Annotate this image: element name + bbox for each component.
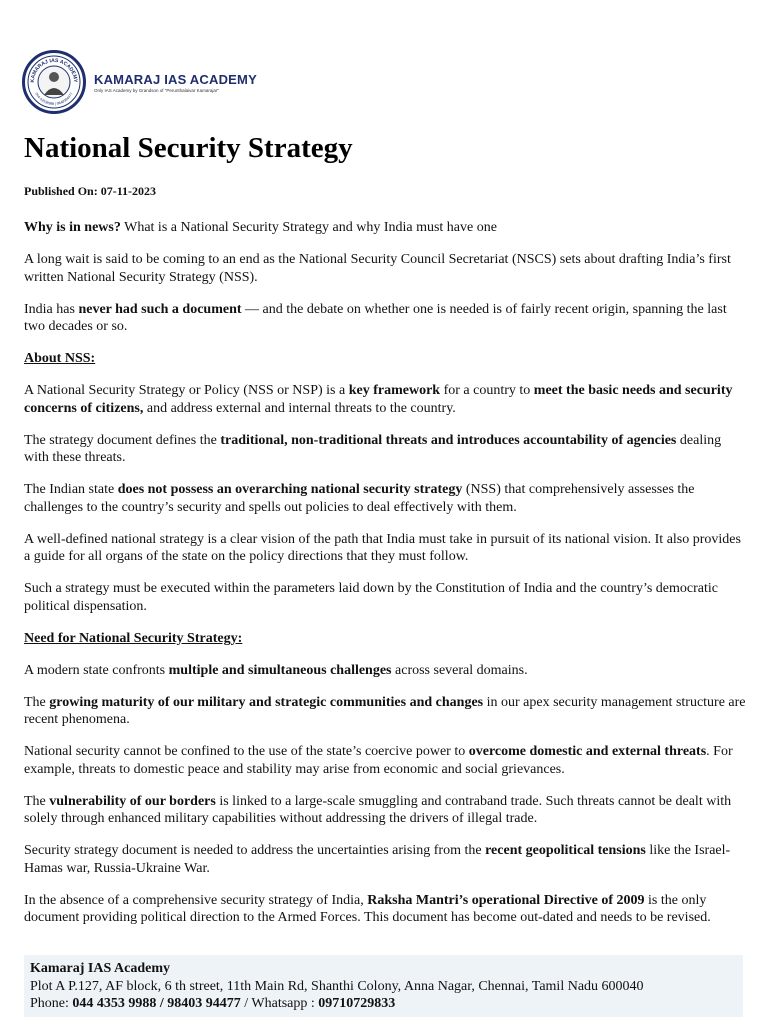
phone-label: Phone: — [30, 996, 73, 1011]
bold-run: overcome domestic and external threats — [468, 744, 707, 759]
text-run: India has — [24, 301, 79, 317]
need-paragraph-3 — [24, 743, 746, 778]
need-paragraph-1 — [24, 662, 746, 680]
bold-run: does not possess an overarching national security strategy — [117, 482, 463, 497]
text-run: across several domains. — [391, 662, 528, 678]
text-run: — and the debate on whether one is needed is of fairly recent origin, spanning the last two decades or so. — [24, 301, 727, 334]
brand-name: KAMARAJ IAS ACADEMY — [94, 71, 257, 87]
about-paragraph-4: A well-defined national strategy is a clear vision of the path that India must take in pursuit of its national vision. It also provides a guide for all organs of the state on the policy directions that they must follow. — [24, 531, 741, 564]
intro-paragraph-1: A long wait is said to be coming to an end as the National Security Council Secretariat (NSCS) sets about drafting India’s first written National Security Strategy (NSS). — [24, 252, 731, 285]
text-run: dealing with these threats. — [24, 432, 722, 465]
news-text: What is a National Security Strategy and why India must have one — [120, 220, 497, 235]
brand-tagline: Only IAS Academy by Grandson of "Perunthalaivar Kamarajar" — [94, 87, 220, 93]
published-date: Published On: 07-11-2023 — [24, 184, 157, 198]
text-run: in our apex security management structure are recent phenomena. — [24, 694, 746, 727]
need-paragraph-4 — [24, 793, 746, 828]
footer-academy-name — [30, 960, 737, 978]
seal-arc-text: KAMARAJ IAS ACADEMY — [29, 57, 79, 83]
footer-address: Plot A P.127, AF block, 6 th street, 11th Main Rd, Shanthi Colony, Anna Nagar, Chennai, Tamil Nadu 600040 — [30, 978, 644, 994]
text-run: (NSS) that comprehensively assesses the challenges to the country’s security and spells out policies to deal effectively with them. — [24, 482, 695, 515]
text-run: is the only document providing political direction to the Armed Forces. This document has become out-dated and needs to be revised. — [24, 892, 711, 925]
text-run: In the absence of a comprehensive security strategy of India, — [24, 892, 368, 908]
phone-numbers: 044 4353 9988 / 98403 94477 — [72, 996, 241, 1011]
page-title: National Security Strategy — [24, 132, 353, 164]
text-run: The Indian state — [24, 482, 118, 497]
text-run: Security strategy document is needed to address the uncertainties arising from the — [24, 843, 486, 858]
text-run: A modern state confronts — [24, 662, 169, 678]
text-run: The strategy document defines the — [24, 432, 221, 448]
news-label: Why is in news? — [24, 220, 121, 235]
header — [22, 50, 257, 114]
text-run: like the Israel-Hamas war, Russia-Ukraine War. — [24, 843, 731, 876]
news-paragraph — [24, 219, 746, 237]
intro-paragraph-2 — [24, 301, 746, 336]
section-heading-about: About NSS: — [24, 351, 96, 366]
bold-run: growing maturity of our military and strategic communities and changes — [49, 694, 484, 710]
about-paragraph-2 — [24, 432, 746, 467]
bold-run: meet the basic needs and security concerns of citizens, — [24, 383, 733, 416]
whatsapp-label: / Whatsapp : — [240, 996, 319, 1011]
need-paragraph-6 — [24, 892, 746, 927]
footer-name: Kamaraj IAS Academy — [30, 961, 170, 976]
bold-run: vulnerability of our borders — [49, 793, 216, 809]
text-run: National security cannot be confined to the use of the state’s coercive power to — [24, 744, 469, 759]
about-paragraph-5: Such a strategy must be executed within the parameters laid down by the Constitution of India and the country’s democratic political dispensation. — [24, 581, 718, 614]
text-run: is linked to a large-scale smuggling and contraband trade. Such threats cannot be dealt with solely through enhanced military capabilities without addressing the drivers of illegal trade. — [24, 793, 732, 826]
brand-block — [94, 72, 257, 93]
bold-run: key framework — [348, 383, 441, 398]
text-run: . For example, threats to domestic peace and stability may arise from economic and social grievances. — [24, 744, 733, 777]
need-paragraph-2 — [24, 694, 746, 729]
text-run: The — [24, 793, 50, 809]
text-run: The — [24, 694, 50, 710]
seal-graphic — [25, 53, 83, 111]
bold-run: never had such a document — [78, 301, 242, 317]
text-run: A National Security Strategy or Policy (NSS or NSP) is a — [24, 383, 349, 398]
about-paragraph-3 — [24, 481, 746, 516]
footer-contact-line — [30, 995, 737, 1013]
section-heading-need: Need for National Security Strategy: — [24, 630, 243, 646]
text-run: and address external and internal threats to the country. — [143, 400, 456, 416]
seal-phone-text: 044-43539988 | 9840394477 — [34, 91, 74, 107]
article-body — [24, 219, 746, 941]
bold-run: traditional, non-traditional threats and introduces accountability of agencies — [220, 432, 677, 448]
contact-footer — [24, 955, 743, 1017]
bold-run: recent geopolitical tensions — [485, 843, 646, 858]
bold-run: Raksha Mantri’s operational Directive of 2009 — [367, 892, 645, 908]
bold-run: multiple and simultaneous challenges — [168, 662, 392, 678]
about-paragraph-1 — [24, 382, 746, 417]
academy-logo-seal — [22, 50, 86, 114]
text-run: for a country to — [440, 383, 534, 398]
whatsapp-number: 09710729833 — [318, 996, 396, 1011]
need-paragraph-5 — [24, 842, 746, 877]
